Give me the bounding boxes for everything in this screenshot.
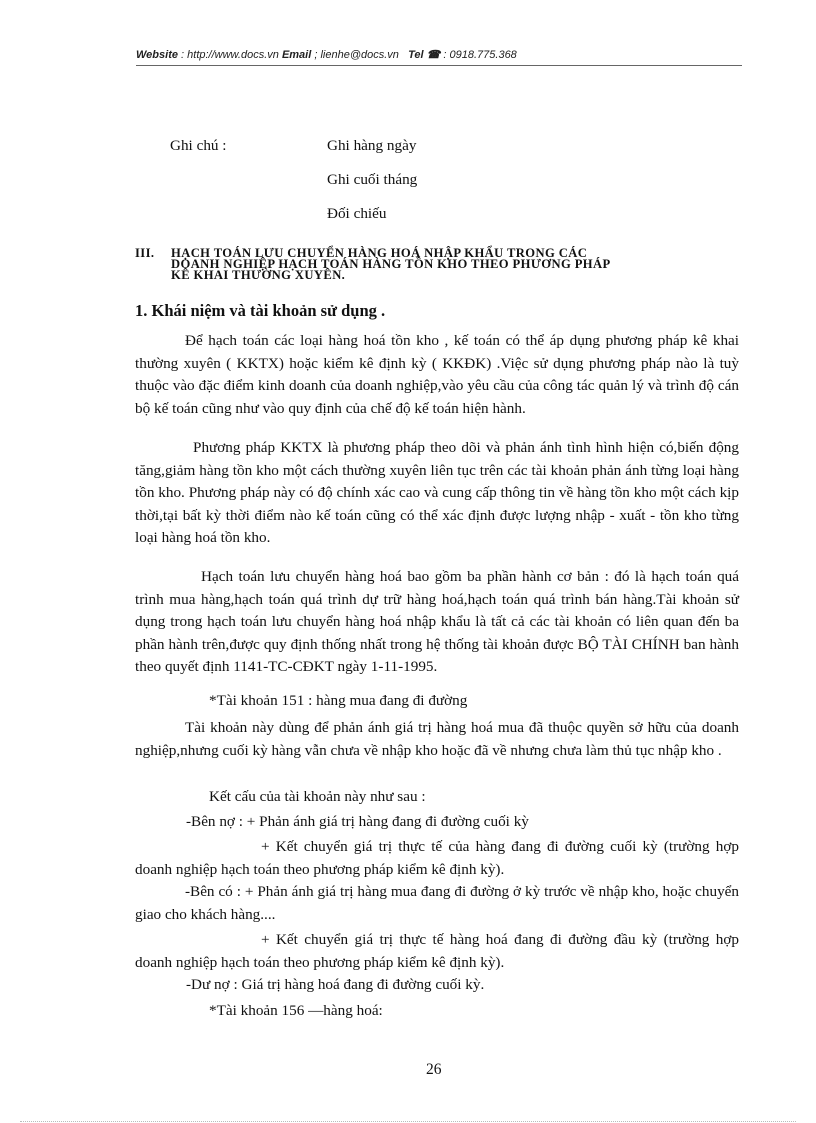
debit-side-line-1: -Bên nợ : + Phản ánh giá trị hàng đang đi đường cuối kỳ	[186, 813, 529, 830]
email-separator: ;	[311, 49, 321, 61]
account-151-description: Tài khoản này dùng để phản ánh giá trị hàng hoá mua đã thuộc quyền sở hữu của doanh nghiệp,nhưng cuối kỳ hàng vẫn chưa về nhập kho hoặc đã về nhưng chưa làm thủ tục nhập kho .	[135, 719, 739, 759]
subsection-heading: 1. Khái niệm và tài khoản sử dụng .	[135, 301, 386, 320]
website-url[interactable]: http://www.docs.vn	[187, 49, 279, 61]
email-address[interactable]: lienhe@docs.vn	[320, 49, 399, 61]
debit-side-line-2: + Kết chuyển giá trị thực tế của hàng đang đi đường cuối kỳ (trường hợp doanh nghiệp hạch toán theo phương pháp kiểm kê định kỳ).	[135, 838, 739, 878]
account-structure: Kết cấu của tài khoản này như sau :	[209, 788, 426, 805]
credit-side-line-1: -Bên có : + Phản ánh giá trị hàng mua đang đi đường ở kỳ trước về nhập kho, hoặc chuyển giao cho khách hàng....	[135, 883, 739, 923]
footer-divider	[20, 1121, 796, 1122]
tel-number: : 0918.775.368	[440, 49, 517, 61]
note-crosscheck: Đối chiếu	[327, 205, 387, 222]
debit-balance: -Dư nợ : Giá trị hàng hoá đang đi đường cuối kỳ.	[186, 976, 485, 993]
page-number: 26	[426, 1061, 442, 1078]
paragraph-circulation: Hạch toán lưu chuyển hàng hoá bao gồm ba phần hành cơ bản : đó là hạch toán quá trình mua hàng,hạch toán quá trình dự trữ hàng hoá,hạch toán quá trình bán hàng.Tài khoản sử dụng trong hạch toán lưu chuyển hàng hoá nhập khẩu là tất cả các tài khoản có liên quan đến ba phần hành trên,được quy định thống nhất trong hệ thống tài khoản được BỘ TÀI CHÍNH ban hành theo quyết định 1141-TC-CĐKT ngày 1-11-1995.	[135, 568, 739, 675]
section-number: III.	[135, 246, 155, 260]
website-label: Website	[136, 49, 178, 61]
paragraph-methods: Để hạch toán các loại hàng hoá tồn kho , kế toán có thể áp dụng phương pháp kê khai thường xuyên ( KKTX) hoặc kiểm kê định kỳ ( KKĐK) .Việc sử dụng phương pháp nào là tuỳ thuộc vào đặc điểm kinh doanh của doanh nghiệp,vào yêu cầu của công tác quản lý và trình độ cán bộ kế toán cũng như vào quy định của chế độ kế toán hiện hành.	[135, 332, 739, 417]
tel-label: Tel	[408, 49, 424, 61]
section-heading-line-1: HẠCH TOÁN LƯU CHUYỂN HÀNG HOÁ NHẬP KHẨU TRONG CÁC	[171, 246, 588, 260]
page-header	[136, 48, 742, 61]
section-heading-iii	[135, 248, 740, 281]
paragraph-kktx: Phương pháp KKTX là phương pháp theo dõi và phản ánh tình hình hiện có,biến động tăng,giảm hàng tồn kho một cách thường xuyên liên tục trên các tài khoản phản ánh từng loại hàng tồn kho. Phương pháp này có độ chính xác cao và cung cấp thông tin về hàng tồn kho một cách kịp thời,tại bất kỳ thời điểm nào kế toán cũng có thể xác định được lượng nhập - xuất - tồn kho từng loại hàng hoá tồn kho.	[135, 439, 739, 546]
note-daily: Ghi hàng ngày	[327, 137, 417, 154]
section-heading-line-3: KÊ KHAI THƯỜNG XUYÊN.	[171, 268, 346, 282]
phone-icon: ☎	[426, 49, 441, 61]
account-151-title: *Tài khoản 151 : hàng mua đang đi đường	[209, 692, 468, 709]
credit-side-line-2: + Kết chuyển giá trị thực tế hàng hoá đang đi đường đầu kỳ (trường hợp doanh nghiệp hạch toán theo phương pháp kiểm kê định kỳ).	[135, 931, 739, 971]
notes-label: Ghi chú :	[170, 137, 227, 154]
email-label: Email	[281, 49, 312, 61]
website-separator: :	[177, 49, 188, 61]
account-156-title: *Tài khoản 156 —hàng hoá:	[209, 1002, 383, 1019]
section-heading-line-2: DOANH NGHIỆP HẠCH TOÁN HÀNG TỒN KHO THEO PHƯƠNG PHÁP	[171, 257, 611, 271]
header-divider	[136, 65, 742, 66]
note-monthly: Ghi cuối tháng	[327, 171, 418, 188]
